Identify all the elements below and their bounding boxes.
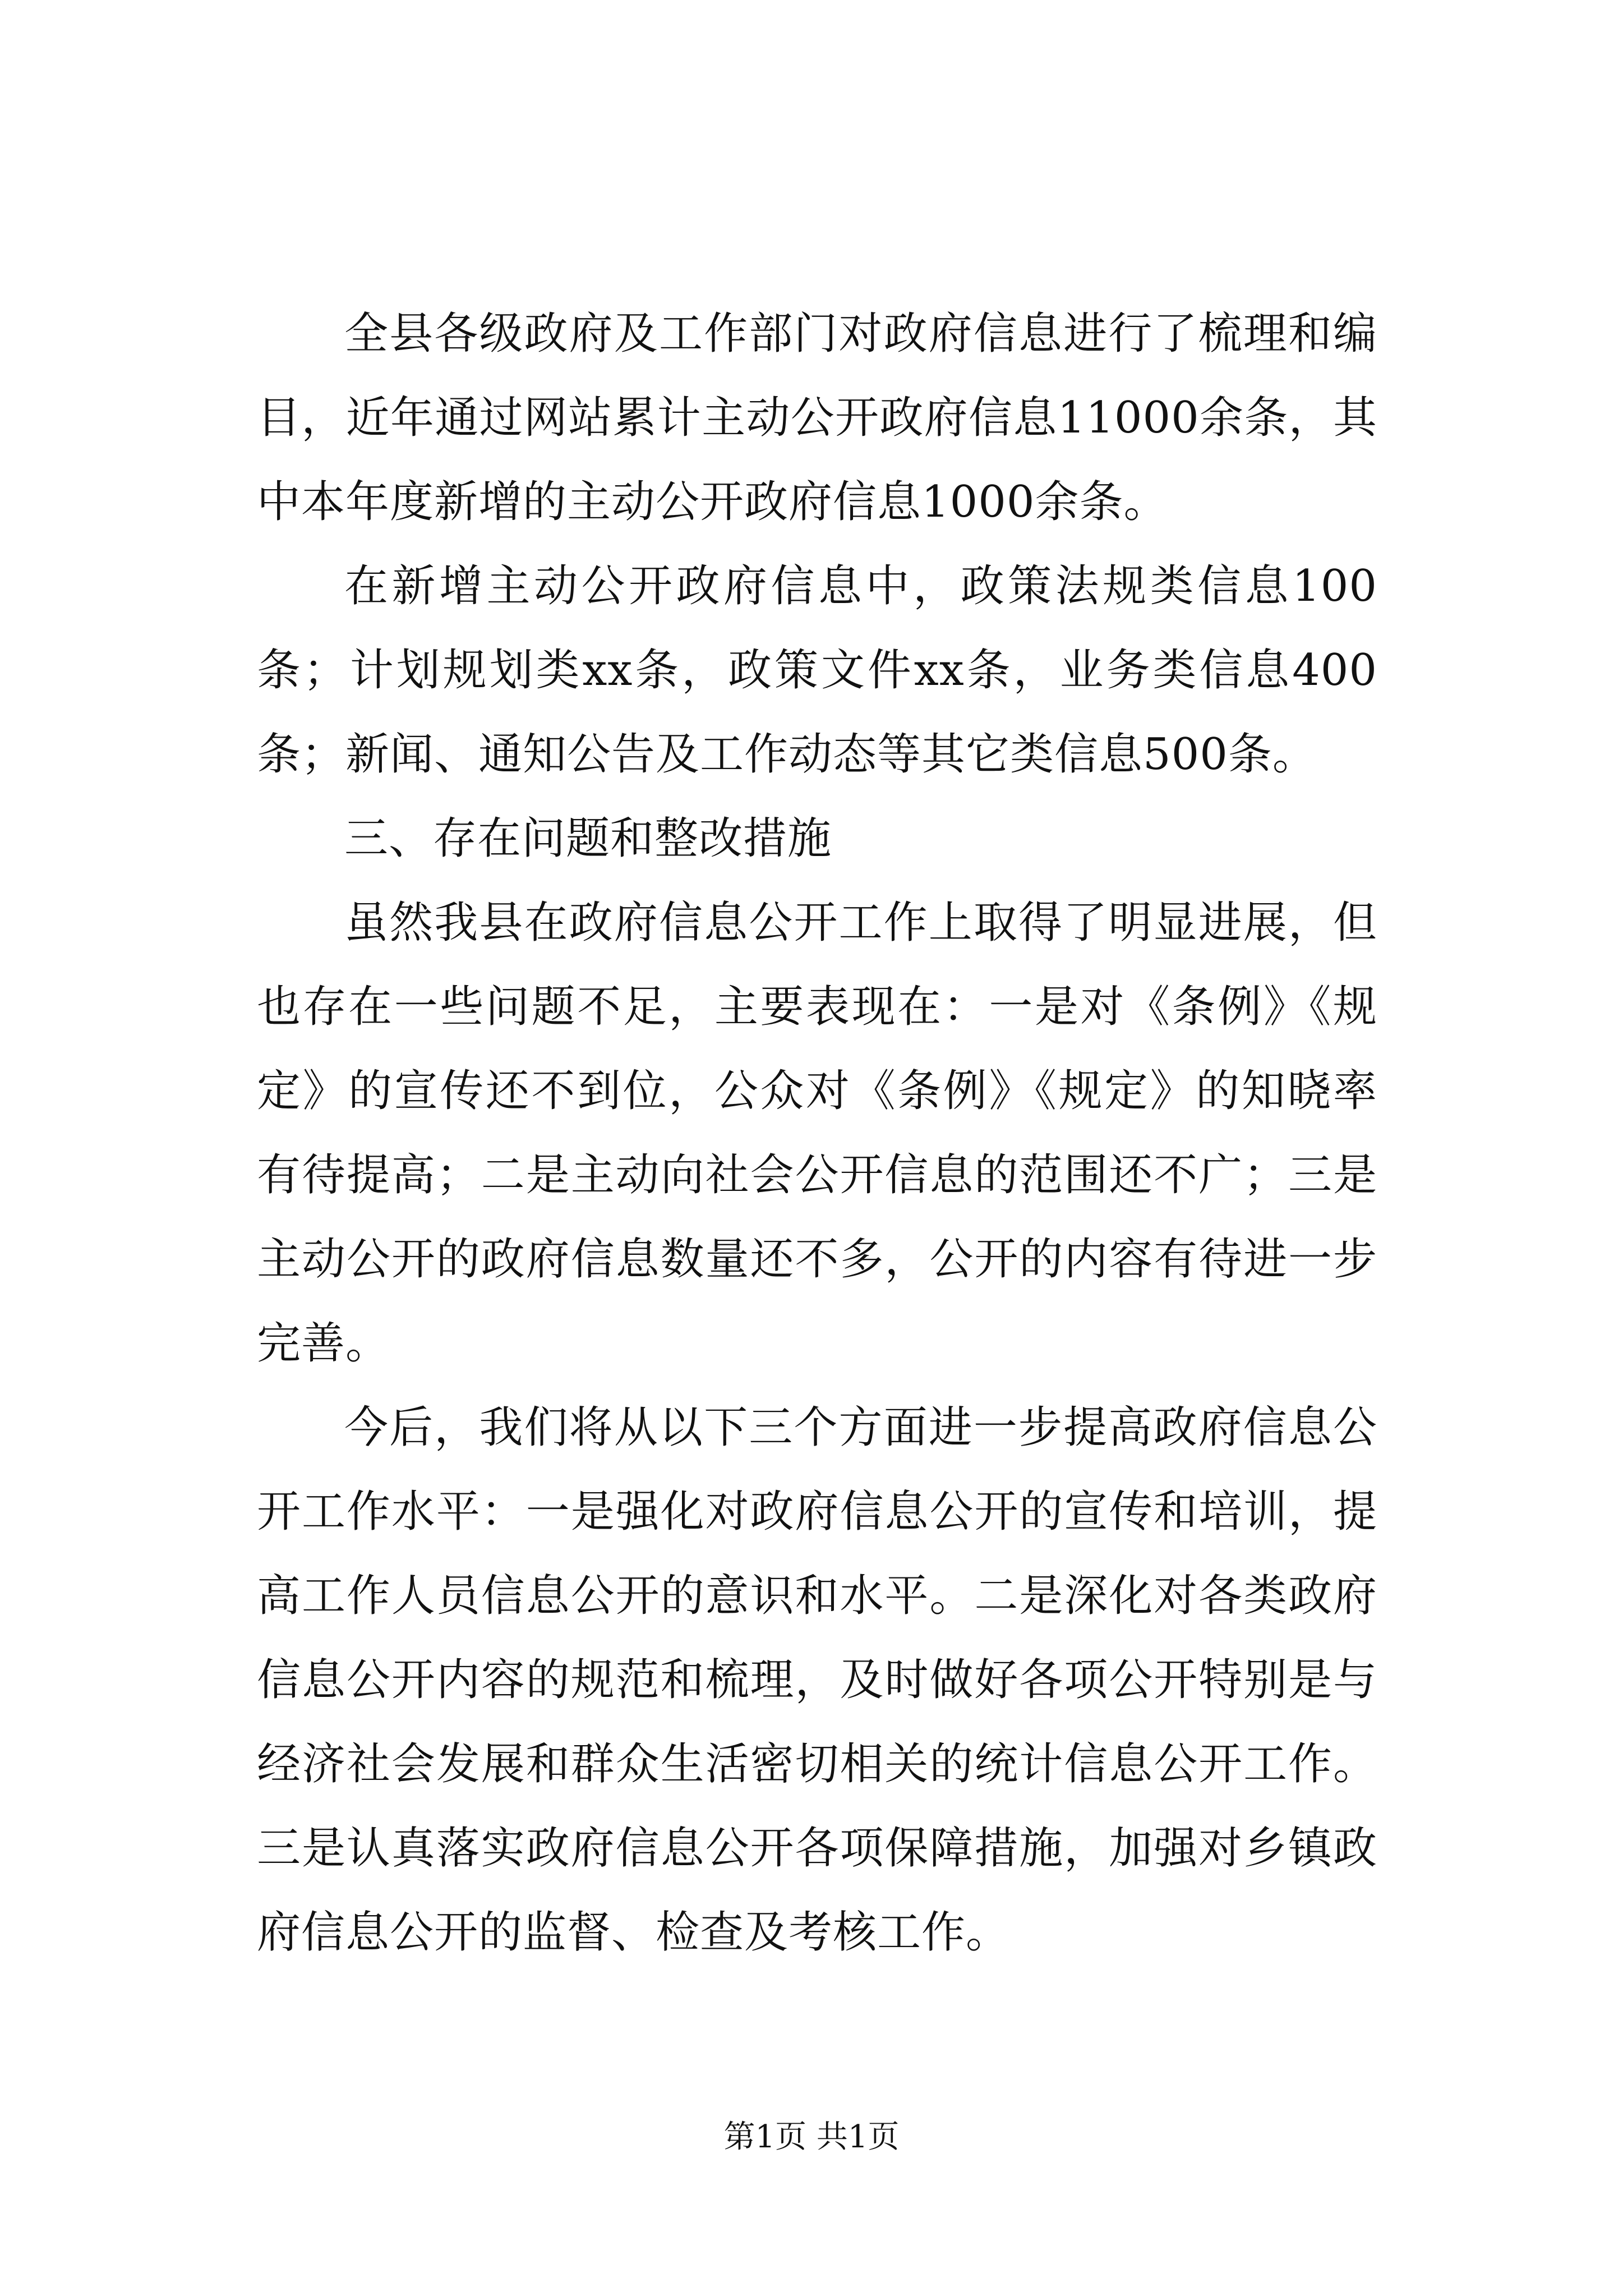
page-number-footer: 第1页 共1页 [723,2119,900,2155]
section-heading-problems-and-measures: 三、存在问题和整改措施 [344,813,832,864]
paragraph-improvement-plan: 今后，我们将从以下三个方面进一步提高政府信息公开工作水平：一是强化对政府信息公开的宣传和培训，提高工作人员信息公开的意识和水平。二是深化对各类政府信息公开内容的规范和梳理，及时做好各项公开特别是与经济社会发展和群众生活密切相关的统计信息公开工作。三是认真落实政府信息公开各项保障措施，加强对乡镇政府信息公开的监督、检查及考核工作。 [257,1402,1377,1958]
paragraph-existing-problems: 虽然我县在政府信息公开工作上取得了明显进展，但也存在一些问题不足，主要表现在：一是对《条例》《规定》的宣传还不到位，公众对《条例》《规定》的知晓率有待提高；二是主动向社会公开信息的范围还不广；三是主动公开的政府信息数量还不多，公开的内容有待进一步完善。 [257,898,1377,1369]
paragraph-published-info-summary: 全县各级政府及工作部门对政府信息进行了梳理和编目，近年通过网站累计主动公开政府信息11000余条，其中本年度新增的主动公开政府信息1000余条。 [257,309,1377,527]
paragraph-new-info-breakdown: 在新增主动公开政府信息中，政策法规类信息100条；计划规划类xx条，政策文件xx条，业务类信息400条；新闻、通知公告及工作动态等其它类信息500条。 [257,561,1377,780]
document-body [257,292,1377,1975]
